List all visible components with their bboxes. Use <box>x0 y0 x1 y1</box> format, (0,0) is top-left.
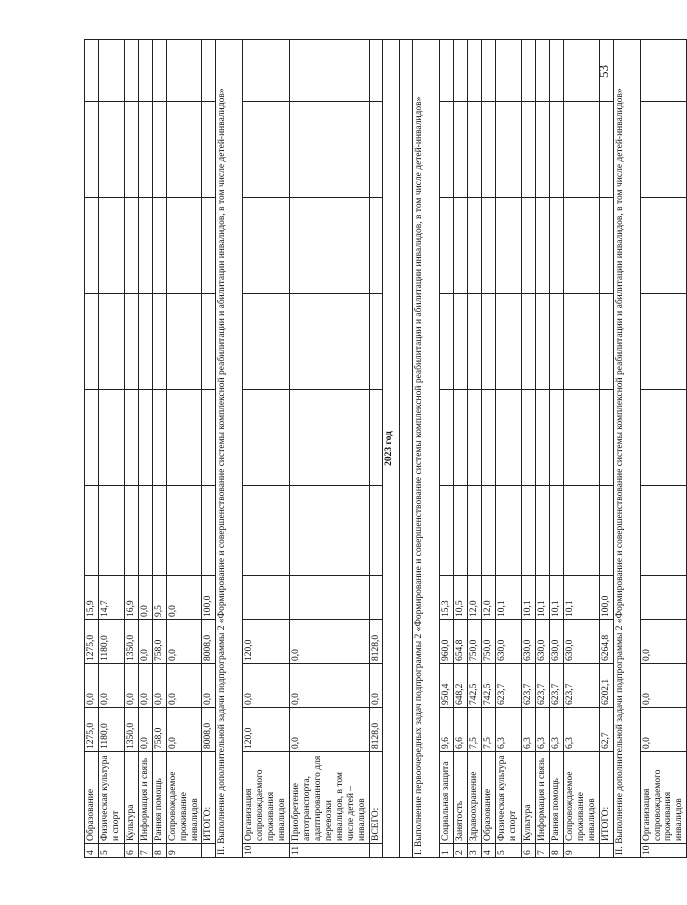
value-cell: 12,0 <box>468 576 482 620</box>
value-cell: 0,0 <box>138 576 152 620</box>
table-row <box>85 40 99 858</box>
empty-cell <box>536 390 550 486</box>
empty-cell <box>202 486 216 576</box>
empty-cell <box>496 294 522 390</box>
empty-cell <box>496 486 522 576</box>
year-heading: 2023 год <box>383 40 400 858</box>
empty-cell <box>124 102 138 198</box>
empty-cell <box>85 40 99 102</box>
value-cell: 0,0 <box>166 664 202 708</box>
value-cell: 8008,0 <box>202 620 216 664</box>
value-cell: 0,0 <box>85 664 99 708</box>
empty-cell <box>563 486 599 576</box>
row-name: Физическая культура и спорт <box>98 752 124 844</box>
empty-cell <box>124 198 138 294</box>
value-cell: 623,7 <box>536 664 550 708</box>
value-cell: 742,5 <box>468 664 482 708</box>
table-row <box>522 40 536 858</box>
empty-cell <box>166 102 202 198</box>
empty-cell <box>440 198 454 294</box>
empty-cell <box>166 198 202 294</box>
table-row <box>454 40 468 858</box>
empty-cell <box>640 102 687 198</box>
value-cell: 6,6 <box>454 708 468 752</box>
value-cell: 6,3 <box>496 708 522 752</box>
row-name: Сопровождаемое проживание инвалидов <box>563 752 599 844</box>
empty-cell <box>454 102 468 198</box>
empty-cell <box>369 486 383 576</box>
value-cell: 0,0 <box>640 664 687 708</box>
value-cell: 9,5 <box>152 576 166 620</box>
empty-cell <box>369 390 383 486</box>
empty-cell <box>549 486 563 576</box>
empty-cell <box>563 390 599 486</box>
value-cell: 14,7 <box>98 576 124 620</box>
value-cell: 6,3 <box>563 708 599 752</box>
empty-cell <box>202 390 216 486</box>
value-cell: 1180,0 <box>98 708 124 752</box>
empty-cell <box>202 844 216 858</box>
value-cell: 10,1 <box>549 576 563 620</box>
empty-cell <box>536 486 550 576</box>
empty-cell <box>98 390 124 486</box>
value-cell: 0,0 <box>138 620 152 664</box>
empty-cell <box>599 844 613 858</box>
value-cell: 630,0 <box>563 620 599 664</box>
grand-total-label: ВСЕГО: <box>369 752 383 844</box>
empty-cell <box>152 198 166 294</box>
value-cell: 1180,0 <box>98 620 124 664</box>
value-cell: 8008,0 <box>202 708 216 752</box>
value-cell: 654,8 <box>454 620 468 664</box>
empty-cell <box>98 294 124 390</box>
empty-cell <box>599 390 613 486</box>
row-number: 4 <box>482 844 496 858</box>
section-title: II. Выполнение дополнительной задачи подпрограммы 2 «Формирование и совершенствование системы комплексной реабилитации и абилитации инвалидов, в том числе детей-инвалидов» <box>216 40 243 858</box>
empty-cell <box>202 198 216 294</box>
empty-cell <box>599 198 613 294</box>
empty-cell <box>166 40 202 102</box>
row-number: 1 <box>440 844 454 858</box>
empty-cell <box>202 102 216 198</box>
section-title: II. Выполнение дополнительной задачи подпрограммы 2 «Формирование и совершенствование системы комплексной реабилитации и абилитации инвалидов, в том числе детей-инвалидов» <box>613 40 640 858</box>
value-cell: 12,0 <box>482 576 496 620</box>
total-row <box>202 40 216 858</box>
section-row <box>216 40 243 858</box>
value-cell: 7,5 <box>468 708 482 752</box>
empty-cell <box>166 486 202 576</box>
table-row <box>496 40 522 858</box>
table-row <box>290 40 369 858</box>
value-cell: 10,1 <box>522 576 536 620</box>
value-cell: 1350,0 <box>124 708 138 752</box>
empty-cell <box>536 102 550 198</box>
value-cell: 6,3 <box>536 708 550 752</box>
empty-cell <box>599 486 613 576</box>
empty-cell <box>640 390 687 486</box>
row-number: 8 <box>152 844 166 858</box>
value-cell: 10,1 <box>496 576 522 620</box>
empty-cell <box>290 294 369 390</box>
empty-cell <box>549 102 563 198</box>
value-cell: 0,0 <box>290 620 369 664</box>
empty-cell <box>640 576 687 620</box>
empty-cell <box>85 198 99 294</box>
empty-cell <box>640 198 687 294</box>
section-row <box>413 40 440 858</box>
empty-cell <box>243 576 290 620</box>
value-cell: 16,9 <box>124 576 138 620</box>
table-row <box>166 40 202 858</box>
empty-cell <box>98 102 124 198</box>
value-cell: 750,0 <box>482 620 496 664</box>
empty-cell <box>496 390 522 486</box>
empty-cell <box>290 40 369 102</box>
empty-cell <box>369 40 383 102</box>
section-title: I. Выполнение первоочередных задач подпрограммы 2 «Формирование и совершенствование системы комплексной реабилитации и абилитации инвалидов, в том числе детей-инвалидов» <box>413 40 440 858</box>
empty-cell <box>454 294 468 390</box>
table-row <box>152 40 166 858</box>
row-name: Ранняя помощь <box>549 752 563 844</box>
gap-row <box>400 40 413 858</box>
empty-cell <box>98 486 124 576</box>
empty-cell <box>563 102 599 198</box>
empty-cell <box>440 486 454 576</box>
value-cell: 100,0 <box>202 576 216 620</box>
row-number: 10 <box>640 844 687 858</box>
empty-cell <box>152 390 166 486</box>
value-cell: 6264,8 <box>599 620 613 664</box>
empty-cell <box>400 40 413 858</box>
empty-cell <box>243 390 290 486</box>
value-cell: 0,0 <box>124 664 138 708</box>
empty-cell <box>468 294 482 390</box>
table-row <box>98 40 124 858</box>
empty-cell <box>152 40 166 102</box>
empty-cell <box>468 390 482 486</box>
value-cell: 0,0 <box>166 708 202 752</box>
year-row <box>383 40 400 858</box>
value-cell: 648,2 <box>454 664 468 708</box>
empty-cell <box>440 102 454 198</box>
empty-cell <box>152 294 166 390</box>
empty-cell <box>599 102 613 198</box>
empty-cell <box>563 40 599 102</box>
empty-cell <box>536 294 550 390</box>
value-cell: 758,0 <box>152 708 166 752</box>
empty-cell <box>202 294 216 390</box>
empty-cell <box>243 102 290 198</box>
value-cell: 0,0 <box>640 708 687 752</box>
row-number: 9 <box>166 844 202 858</box>
value-cell: 9,6 <box>440 708 454 752</box>
empty-cell <box>482 390 496 486</box>
value-cell: 0,0 <box>138 664 152 708</box>
row-name: Организация сопровождаемого проживания инвалидов <box>640 752 687 844</box>
value-cell: 630,0 <box>549 620 563 664</box>
value-cell: 1275,0 <box>85 708 99 752</box>
row-name: Физическая культура и спорт <box>496 752 522 844</box>
empty-cell <box>369 198 383 294</box>
empty-cell <box>454 486 468 576</box>
table-row <box>468 40 482 858</box>
empty-cell <box>482 102 496 198</box>
row-number: 4 <box>85 844 99 858</box>
table-row <box>138 40 152 858</box>
value-cell: 8128,0 <box>369 620 383 664</box>
row-number: 9 <box>563 844 599 858</box>
row-name: Образование <box>85 752 99 844</box>
empty-cell <box>290 486 369 576</box>
value-cell: 0,0 <box>152 664 166 708</box>
value-cell: 758,0 <box>152 620 166 664</box>
row-number: 7 <box>536 844 550 858</box>
row-name: Ранняя помощь <box>152 752 166 844</box>
empty-cell <box>599 40 613 102</box>
value-cell: 623,7 <box>563 664 599 708</box>
section-row <box>613 40 640 858</box>
empty-cell <box>454 198 468 294</box>
table-row <box>549 40 563 858</box>
table-row <box>640 40 687 858</box>
empty-cell <box>243 294 290 390</box>
empty-cell <box>243 486 290 576</box>
empty-cell <box>243 198 290 294</box>
empty-cell <box>468 486 482 576</box>
empty-cell <box>522 294 536 390</box>
budget-table-sheet <box>84 40 685 858</box>
table-row <box>243 40 290 858</box>
value-cell: 8128,0 <box>369 708 383 752</box>
row-name: Занятость <box>454 752 468 844</box>
value-cell: 0,0 <box>166 576 202 620</box>
empty-cell <box>202 40 216 102</box>
row-number: 8 <box>549 844 563 858</box>
value-cell: 0,0 <box>243 664 290 708</box>
total-label: ИТОГО: <box>599 752 613 844</box>
empty-cell <box>454 390 468 486</box>
empty-cell <box>522 40 536 102</box>
row-number: 6 <box>522 844 536 858</box>
value-cell: 120,0 <box>243 620 290 664</box>
empty-cell <box>522 390 536 486</box>
row-name: Социальная защита <box>440 752 454 844</box>
empty-cell <box>138 102 152 198</box>
value-cell: 0,0 <box>166 620 202 664</box>
value-cell: 15,3 <box>440 576 454 620</box>
empty-cell <box>369 102 383 198</box>
empty-cell <box>482 294 496 390</box>
table-row <box>563 40 599 858</box>
value-cell: 0,0 <box>98 664 124 708</box>
empty-cell <box>440 40 454 102</box>
value-cell: 0,0 <box>369 664 383 708</box>
value-cell: 950,4 <box>440 664 454 708</box>
value-cell: 630,0 <box>496 620 522 664</box>
empty-cell <box>496 102 522 198</box>
budget-table <box>84 39 687 858</box>
empty-cell <box>290 576 369 620</box>
empty-cell <box>369 844 383 858</box>
value-cell: 6,3 <box>549 708 563 752</box>
empty-cell <box>138 486 152 576</box>
empty-cell <box>85 102 99 198</box>
empty-cell <box>522 198 536 294</box>
empty-cell <box>640 294 687 390</box>
empty-cell <box>138 390 152 486</box>
empty-cell <box>468 40 482 102</box>
value-cell: 7,5 <box>482 708 496 752</box>
value-cell: 120,0 <box>243 708 290 752</box>
empty-cell <box>85 294 99 390</box>
value-cell: 960,0 <box>440 620 454 664</box>
empty-cell <box>138 198 152 294</box>
empty-cell <box>124 40 138 102</box>
empty-cell <box>440 390 454 486</box>
row-number: 7 <box>138 844 152 858</box>
value-cell: 630,0 <box>536 620 550 664</box>
empty-cell <box>549 390 563 486</box>
empty-cell <box>496 40 522 102</box>
value-cell: 6202,1 <box>599 664 613 708</box>
empty-cell <box>482 198 496 294</box>
value-cell: 62,7 <box>599 708 613 752</box>
empty-cell <box>98 198 124 294</box>
empty-cell <box>124 390 138 486</box>
value-cell: 100,0 <box>599 576 613 620</box>
empty-cell <box>549 294 563 390</box>
empty-cell <box>290 102 369 198</box>
empty-cell <box>124 486 138 576</box>
table-row <box>536 40 550 858</box>
value-cell: 10,1 <box>536 576 550 620</box>
value-cell: 750,0 <box>468 620 482 664</box>
empty-cell <box>138 40 152 102</box>
empty-cell <box>536 40 550 102</box>
value-cell: 10,5 <box>454 576 468 620</box>
empty-cell <box>369 576 383 620</box>
empty-cell <box>549 198 563 294</box>
row-name: Здравоохранение <box>468 752 482 844</box>
value-cell: 623,7 <box>549 664 563 708</box>
empty-cell <box>290 198 369 294</box>
row-number: 3 <box>468 844 482 858</box>
empty-cell <box>166 294 202 390</box>
value-cell: 10,1 <box>563 576 599 620</box>
empty-cell <box>522 486 536 576</box>
empty-cell <box>522 102 536 198</box>
empty-cell <box>85 390 99 486</box>
empty-cell <box>482 40 496 102</box>
row-name: Культура <box>124 752 138 844</box>
row-number: 5 <box>496 844 522 858</box>
empty-cell <box>468 198 482 294</box>
row-number: 2 <box>454 844 468 858</box>
empty-cell <box>440 294 454 390</box>
value-cell: 1350,0 <box>124 620 138 664</box>
value-cell: 15,9 <box>85 576 99 620</box>
value-cell: 0,0 <box>290 664 369 708</box>
value-cell: 623,7 <box>496 664 522 708</box>
table-row <box>440 40 454 858</box>
empty-cell <box>454 40 468 102</box>
empty-cell <box>640 40 687 102</box>
empty-cell <box>166 390 202 486</box>
empty-cell <box>640 486 687 576</box>
empty-cell <box>124 294 138 390</box>
row-number: 6 <box>124 844 138 858</box>
empty-cell <box>85 486 99 576</box>
empty-cell <box>369 294 383 390</box>
value-cell: 623,7 <box>522 664 536 708</box>
value-cell: 0,0 <box>290 708 369 752</box>
empty-cell <box>496 198 522 294</box>
table-row <box>482 40 496 858</box>
total-row <box>599 40 613 858</box>
grand-total-row <box>369 40 383 858</box>
table-row <box>124 40 138 858</box>
row-name: Культура <box>522 752 536 844</box>
value-cell: 0,0 <box>640 620 687 664</box>
empty-cell <box>536 198 550 294</box>
empty-cell <box>98 40 124 102</box>
empty-cell <box>563 198 599 294</box>
row-number: 11 <box>290 844 369 858</box>
value-cell: 0,0 <box>202 664 216 708</box>
empty-cell <box>152 486 166 576</box>
empty-cell <box>138 294 152 390</box>
total-label: ИТОГО: <box>202 752 216 844</box>
empty-cell <box>563 294 599 390</box>
row-name: Сопровождаемое проживание инвалидов <box>166 752 202 844</box>
value-cell: 742,5 <box>482 664 496 708</box>
row-name: Организация сопровождаемого проживания инвалидов <box>243 752 290 844</box>
value-cell: 0,0 <box>138 708 152 752</box>
row-name: Образование <box>482 752 496 844</box>
empty-cell <box>468 102 482 198</box>
table-body <box>85 40 687 858</box>
empty-cell <box>152 102 166 198</box>
empty-cell <box>290 390 369 486</box>
value-cell: 630,0 <box>522 620 536 664</box>
row-name: Приобретение автотранспорта, адаптированного для перевозки инвалидов, в том числе детей – инвалидов <box>290 752 369 844</box>
value-cell: 6,3 <box>522 708 536 752</box>
page-number: 53 <box>596 65 611 78</box>
row-number: 5 <box>98 844 124 858</box>
empty-cell <box>549 40 563 102</box>
value-cell: 1275,0 <box>85 620 99 664</box>
row-name: Информация и связь <box>138 752 152 844</box>
row-name: Информация и связь <box>536 752 550 844</box>
empty-cell <box>243 40 290 102</box>
empty-cell <box>599 294 613 390</box>
empty-cell <box>482 486 496 576</box>
row-number: 10 <box>243 844 290 858</box>
